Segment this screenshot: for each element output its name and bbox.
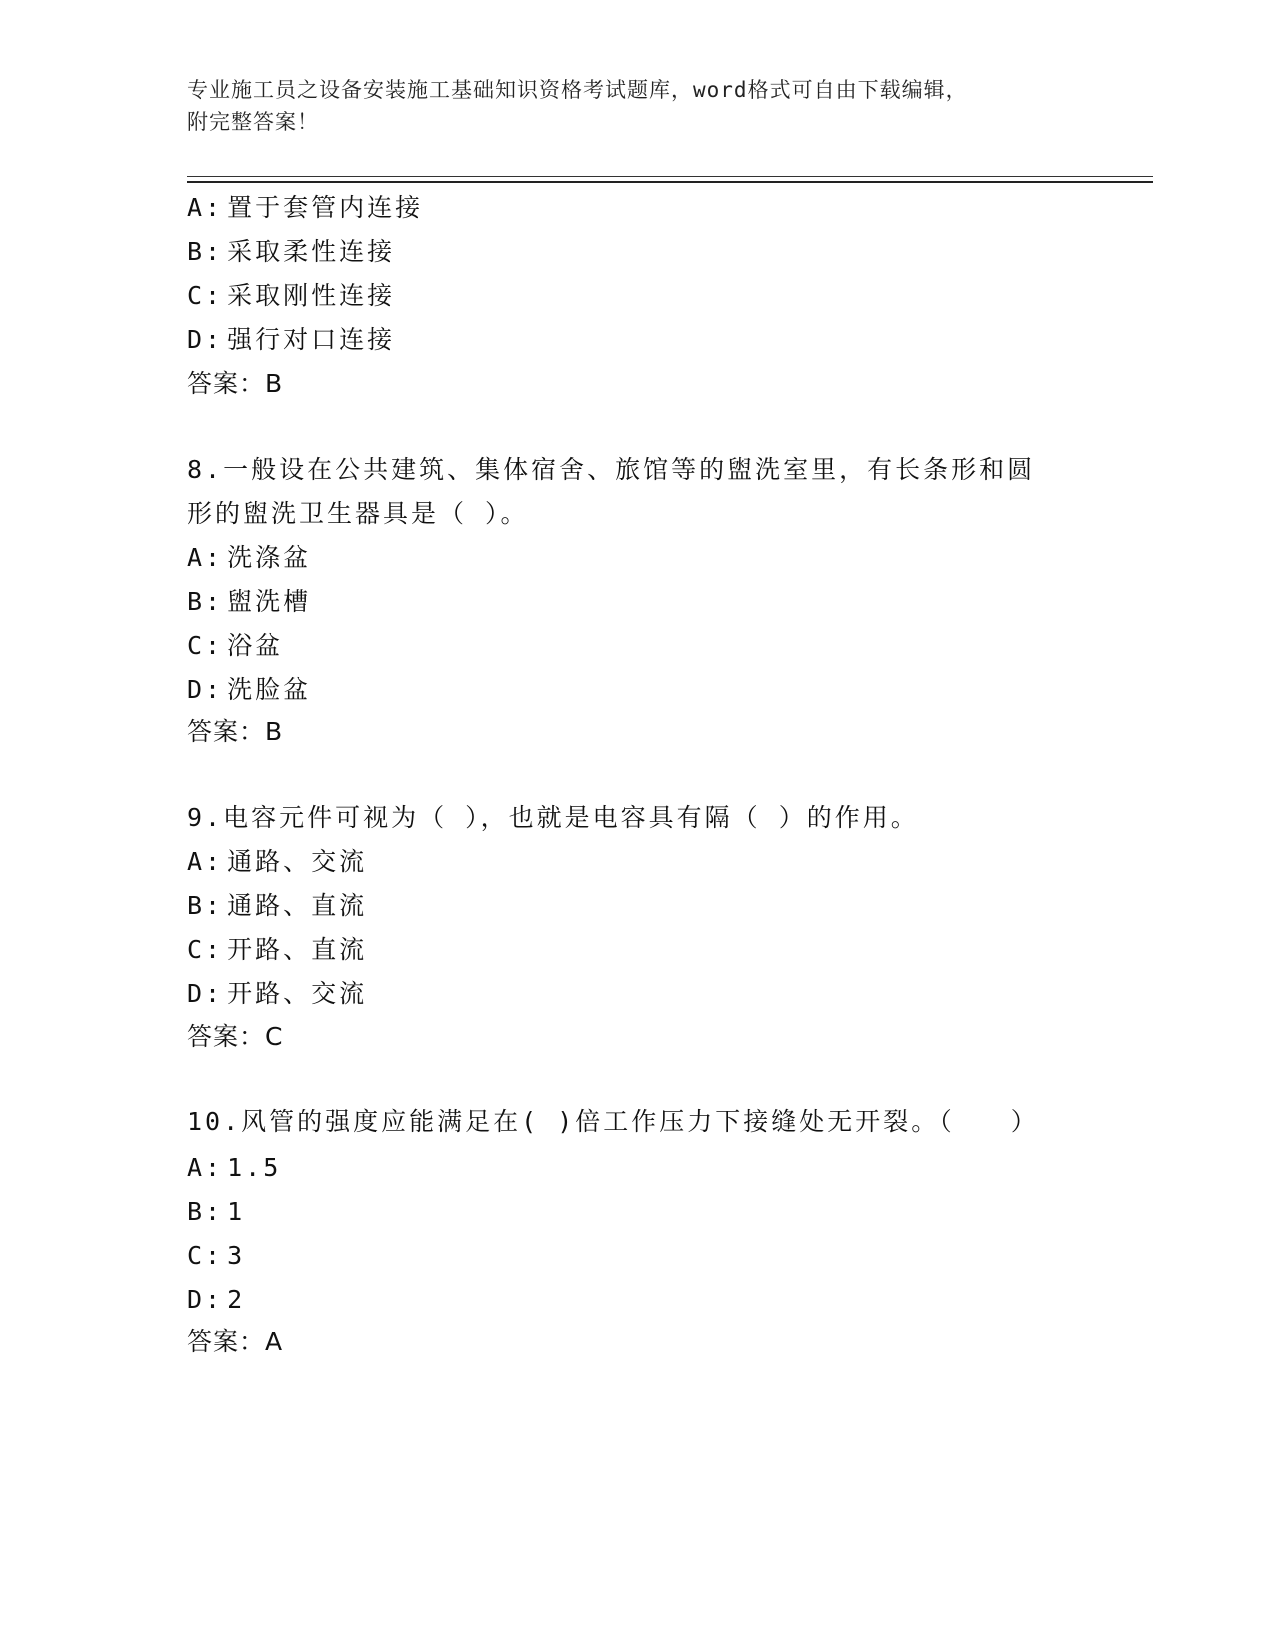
q9-option-d: D: 开路、交流 xyxy=(187,979,368,1008)
q8-option-a: A: 洗涤盆 xyxy=(187,543,312,572)
q10-option-a: A: 1.5 xyxy=(187,1153,282,1182)
q10-option-c: C: 3 xyxy=(187,1241,246,1270)
q9-option-a: A: 通路、交流 xyxy=(187,847,368,876)
q9-stem-line-1: 9.电容元件可视为（ ），也就是电容具有隔（ ）的作用。 xyxy=(187,803,919,832)
q7-option-d: D: 强行对口连接 xyxy=(187,325,396,354)
q8-answer: 答案：B xyxy=(187,717,284,746)
q10-option-d: D: 2 xyxy=(187,1285,246,1314)
q8-stem-line-1: 8.一般设在公共建筑、集体宿舍、旅馆等的盥洗室里，有长条形和圆 xyxy=(187,455,1036,484)
q10-option-b: B: 1 xyxy=(187,1197,246,1226)
q8-option-d: D: 洗脸盆 xyxy=(187,675,312,704)
document-header xyxy=(187,74,1067,138)
header-divider-thin xyxy=(187,176,1153,177)
q7-answer: 答案：B xyxy=(187,369,284,398)
q7-option-c: C: 采取刚性连接 xyxy=(187,281,396,310)
q7-option-a: A: 置于套管内连接 xyxy=(187,193,424,222)
header-line-1: 专业施工员之设备安装施工基础知识资格考试题库，word格式可自由下载编辑， xyxy=(187,78,968,102)
q10-answer: 答案：A xyxy=(187,1327,284,1356)
header-divider-thick xyxy=(187,181,1153,183)
q8-option-b: B: 盥洗槽 xyxy=(187,587,312,616)
q10-stem-line-1: 10.风管的强度应能满足在( )倍工作压力下接缝处无开裂。（ ） xyxy=(187,1107,1039,1136)
q8-option-c: C: 浴盆 xyxy=(187,631,284,660)
q7-option-b: B: 采取柔性连接 xyxy=(187,237,396,266)
q8-stem-line-2: 形的盥洗卫生器具是（ ）。 xyxy=(187,499,529,528)
q9-option-b: B: 通路、直流 xyxy=(187,891,368,920)
header-line-2: 附完整答案！ xyxy=(187,110,319,134)
q9-answer: 答案：C xyxy=(187,1022,284,1051)
q9-option-c: C: 开路、直流 xyxy=(187,935,368,964)
